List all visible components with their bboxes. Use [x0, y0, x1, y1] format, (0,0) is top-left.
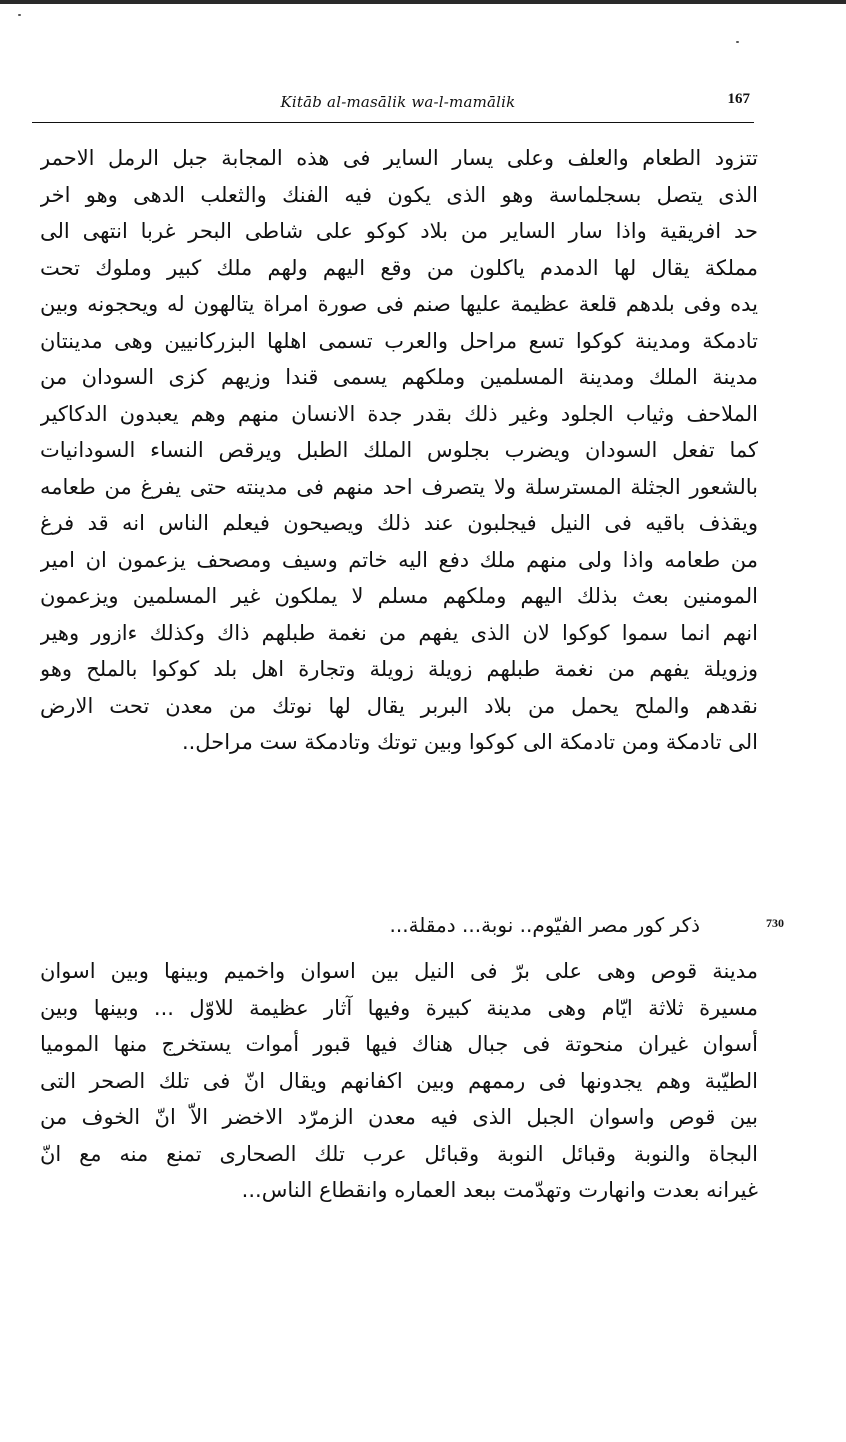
- text-line: بین قوص واسوان الجبل الذی فیه معدن الزمرّد الاخضر الاّ انّ الخوف من: [40, 1105, 758, 1129]
- text-line: المومنین بعث بذلك الیهم وملکهم مسلم لا یملکون غیر المسلمین ویزعمون: [40, 584, 758, 608]
- page-header: [40, 88, 756, 118]
- text-line: یده وفی بلدهم قلعة عظیمة علیها صنم فی صورة امراة یتالهون له ویحجونه وبین: [40, 292, 758, 316]
- running-title: Kitāb al-masālik wa-l-mamālik: [280, 93, 516, 111]
- text-line: البجاة والنوبة وقبائل النوبة وقبائل عرب تلك الصحاری تمنع منه مع انّ: [40, 1141, 758, 1166]
- text-line: وزویلة یفهم من نغمة طبلهم زویلة زویلة وتجارة اهل بلد کوکوا بالملح وهو: [40, 657, 758, 681]
- text-line: من طعامه واذا ولی منهم ملك دفع الیه خاتم وسیف ومصحف یزعمون ان امیر: [40, 547, 758, 572]
- text-line: الذی یتصل بسجلماسة وهو الذی یکون فیه الفنك والثعلب الدهی وهو اخر: [40, 182, 758, 207]
- text-line: الطیّبة وهم یجدونها فی رممهم وبین اکفانهم ویقال انّ فی تلك الصحر التی: [40, 1068, 758, 1093]
- text-line: الی تادمکة ومن تادمکة الی کوکوا وبین توتك وتادمکة ست مراحل..: [181, 730, 758, 754]
- text-line: الملاحف وثیاب الجلود وغیر ذلك بقدر جدة الانسان منهم وهم یعبدون الدکاکیر: [40, 401, 758, 426]
- scan-speck: [18, 14, 21, 16]
- header-rule: [32, 122, 754, 123]
- text-line: تتزود الطعام والعلف وعلى يسار السایر فی هذه المجابة جبل الرمل الاحمر: [40, 146, 758, 170]
- page-number: 167: [727, 91, 750, 107]
- text-line: ویقذف باقیه فی النیل فیجلبون عند ذلك ویصیحون فیعلم الناس انه قد فرغ: [40, 511, 758, 535]
- paragraph-one: [40, 140, 758, 761]
- paragraph-two: [40, 953, 758, 1209]
- text-line: انهم انما سموا کوکوا لان الذی یفهم من نغمة طبلهم ذاك وکذلك ءازور وهیر: [40, 620, 758, 645]
- text-line: غیرانه بعدت وانهارت وتهدّمت ببعد العماره وانقطاع الناس...: [241, 1178, 758, 1202]
- text-line: مسیرة ثلاثة ایّام وهی مدینة کبیرة وفیها آثار عظیمة للاوّل ... وبینها وبین: [40, 995, 758, 1020]
- text-line: نقدهم والملح یحمل من بلاد البربر یقال لها نوتك من معدن تحت الارض: [40, 693, 758, 718]
- scan-speck: [736, 41, 739, 43]
- scan-top-edge: [0, 0, 846, 4]
- text-line: کما تفعل السودان ویضرب بجلوس الملك الطبل ویرقص النساء السودانیات: [40, 438, 758, 462]
- text-line: مملکة یقال لها الدمدم یاکلون من وقع الیهم ولهم ملك کبیر وملوك تحت: [40, 255, 758, 280]
- text-line: أسوان غیران منحوتة فی جبال هناك فیها قبور أموات یستخرج منها المومیا: [40, 1032, 758, 1056]
- text-line: تادمکة ومدینة کوکوا تسع مراحل والعرب تسمی اهلها البزرکانیین وهی مدینتان: [40, 328, 758, 353]
- section-heading: ذكر كور مصر الفيّوم.. نوبة... دمقلة...: [389, 913, 700, 937]
- text-line: مدینة الملك ومدینة المسلمین وملکهم یسمی قندا وزیهم کزی السودان من: [40, 365, 758, 389]
- text-line: بالشعور الجثلة المسترسلة ولا یتصرف احد منهم فی مدینته حتی یفرغ من طعامه: [40, 474, 758, 499]
- text-line: مدینة قوص وهی علی برّ فی النیل بین اسوان واخمیم وبینها وبین اسوان: [40, 959, 758, 983]
- margin-number: 730: [766, 916, 784, 930]
- text-line: حد افریقیة واذا سار السایر من بلاد کوکو علی شاطی البحر غربا انتهی الی: [40, 219, 758, 243]
